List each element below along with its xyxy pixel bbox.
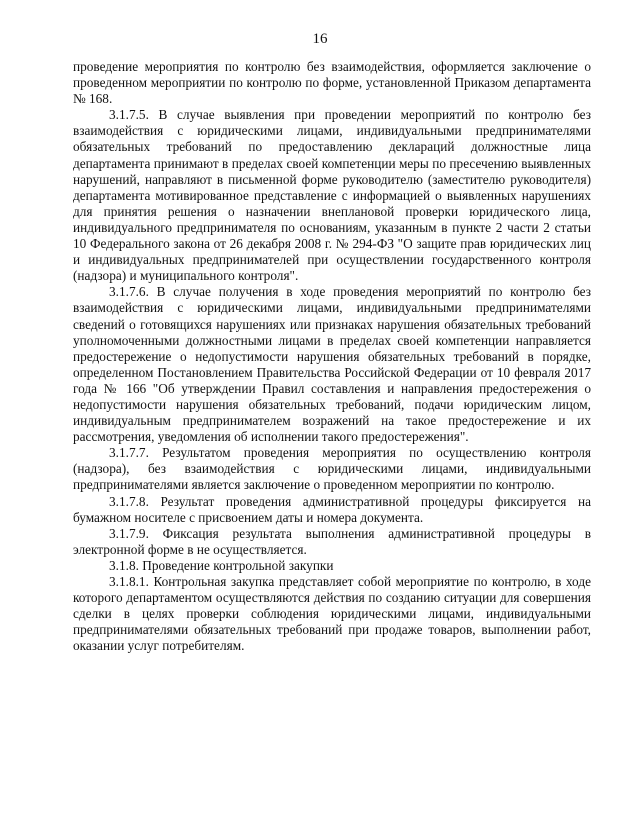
paragraph-3-1-7-9: 3.1.7.9. Фиксация результата выполнения административной процедуры в электронной форме в не осуществляется. — [73, 525, 591, 557]
page-number: 16 — [312, 31, 328, 47]
document-body — [73, 59, 591, 654]
paragraph-3-1-7-5: 3.1.7.5. В случае выявления при проведении мероприятий по контролю без взаимодействия с юридическими лицами, индивидуальными предпринимателями обязательных требований по предоставлению деклараций должностные лица департамента принимают в пределах своей компетенции меры по пресечению выявленных нарушений, направляют в письменной форме руководителю (заместителю руководителя) департамента мотивированное представление с информацией о выявленных нарушениях для принятия решения о назначении внеплановой проверки юридического лица, индивидуального предпринимателя по основаниям, указанным в пункте 2 части 2 статьи 10 Федерального закона от 26 декабря 2008 г. № 294-ФЗ "О защите прав юридических лиц и индивидуальных предпринимателей при осуществлении государственного контроля (надзора) и муниципального контроля". — [73, 107, 591, 284]
paragraph-continuation: проведение мероприятия по контролю без взаимодействия, оформляется заключение о проведенном мероприятии по контролю по форме, установленной Приказом департамента № 168. — [73, 59, 591, 107]
paragraph-3-1-7-6: 3.1.7.6. В случае получения в ходе проведения мероприятий по контролю без взаимодействия с юридическими лицами, индивидуальными предпринимателями сведений о готовящихся нарушениях или признаках нарушения обязательных требований уполномоченными должностными лицами в пределах своей компетенции направляется предостережение о недопустимости нарушения обязательных требований в порядке, определенном Постановлением Правительства Российской Федерации от 10 февраля 2017 года № 166 "Об утверждении Правил составления и направления предостережения о недопустимости нарушения обязательных требований, подачи юридическим лицом, индивидуальным предпринимателем возражений на такое предостережение и их рассмотрения, уведомления об исполнении такого предостережения". — [73, 284, 591, 445]
paragraph-3-1-7-8: 3.1.7.8. Результат проведения административной процедуры фиксируется на бумажном носителе с присвоением даты и номера документа. — [73, 493, 591, 525]
paragraph-3-1-7-7: 3.1.7.7. Результатом проведения мероприятия по осуществлению контроля (надзора), без взаимодействия с юридическими лицами, индивидуальными предпринимателями является заключение о проведенном мероприятии по контролю. — [73, 445, 591, 493]
section-heading-3-1-8: 3.1.8. Проведение контрольной закупки — [109, 557, 334, 573]
paragraph-3-1-8-1: 3.1.8.1. Контрольная закупка представляет собой мероприятие по контролю, в ходе которого департаментом осуществляются действия по созданию ситуации для совершения сделки в целях проверки соблюдения юридическими лицами, индивидуальными предпринимателями обязательных требований при продаже товаров, выполнении работ, оказании услуг потребителям. — [73, 574, 591, 654]
